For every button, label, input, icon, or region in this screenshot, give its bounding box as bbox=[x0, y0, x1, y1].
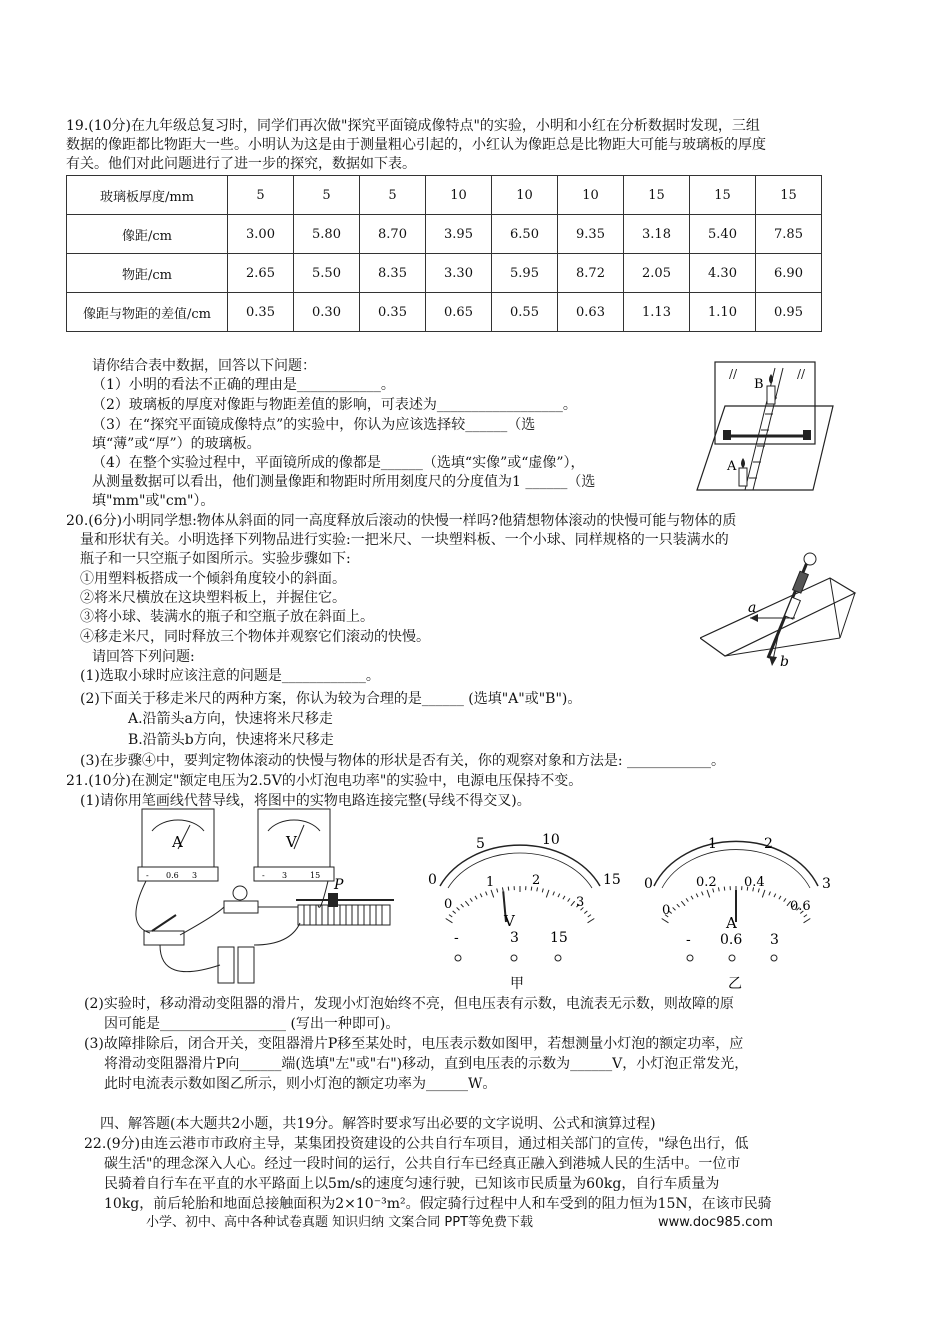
table-cell: 5.50 bbox=[294, 254, 360, 293]
q21-question-3: (3)故障排除后，闭合开关，变阻器滑片P移至某处时，电压表示数如图甲，若想测量小灯泡的额定功率，应 bbox=[84, 1036, 744, 1052]
dial-tick bbox=[686, 898, 688, 901]
jia-term-neg: - bbox=[454, 930, 459, 946]
dial-tick bbox=[681, 901, 685, 906]
dial-tick bbox=[779, 896, 781, 899]
table-cell: 5.80 bbox=[294, 215, 360, 254]
dial-tick bbox=[546, 890, 549, 898]
footer-text: 小学、初中、高中各种试卷真题 知识归纳 文案合同 PPT等免费下载 bbox=[146, 1215, 534, 1230]
q20-option-b: B.沿箭头b方向，快速将米尺移走 bbox=[128, 732, 334, 748]
table-row bbox=[67, 254, 822, 293]
ammeter-term-06: 0.6 bbox=[166, 871, 179, 880]
yi-outer-2: 2 bbox=[764, 836, 773, 852]
table-cell: 3.30 bbox=[426, 254, 492, 293]
dial-tick bbox=[449, 915, 452, 917]
dial-tick bbox=[480, 894, 482, 898]
table-cell: 0.63 bbox=[558, 293, 624, 332]
table-cell: 15 bbox=[624, 176, 690, 215]
table-cell: 5 bbox=[294, 176, 360, 215]
q19-question-3b: 填“薄”或“厚”）的玻璃板。 bbox=[92, 436, 261, 452]
table-cell: 0.30 bbox=[294, 293, 360, 332]
dial-tick bbox=[542, 889, 543, 893]
dial-tick bbox=[774, 894, 776, 898]
q22-line-1: 22.(9分)由连云港市市政府主导，某集团投资建设的公共自行车项目，通过相关部门的宣传，"绿色出行，低 bbox=[84, 1136, 749, 1152]
table-cell: 5 bbox=[228, 176, 294, 215]
q20-step-4: ④移走米尺，同时释放三个物体并观察它们滚动的快慢。 bbox=[80, 629, 430, 645]
row-header: 像距/cm bbox=[67, 215, 228, 254]
candle-b-label: B bbox=[754, 377, 764, 392]
row-header: 玻璃板厚度/mm bbox=[67, 176, 228, 215]
table-cell: 5.95 bbox=[492, 254, 558, 293]
table-cell: 1.13 bbox=[624, 293, 690, 332]
rheostat-p-label: P bbox=[334, 877, 344, 893]
table-cell: 3.18 bbox=[624, 215, 690, 254]
data-table bbox=[66, 175, 822, 332]
yi-outer-3: 3 bbox=[822, 876, 831, 892]
dial-tick bbox=[470, 898, 472, 901]
table-cell: 8.70 bbox=[360, 215, 426, 254]
table-cell: 1.10 bbox=[690, 293, 756, 332]
dial-tick bbox=[784, 898, 786, 901]
q20-line-2: 量和形状有关。小明选择下列物品进行实验:一把米尺、一块塑料板、一个小球、同样规格的一只装满水的 bbox=[80, 532, 729, 548]
dial-tick bbox=[475, 896, 477, 899]
jia-unit: V bbox=[504, 912, 515, 930]
q21-question-3b: 将滑动变阻器滑片P向______端(选填"左"或"右")移动，直到电压表的示数为______V，小灯泡正常发光， bbox=[104, 1056, 749, 1072]
arrow-a-label: a bbox=[748, 600, 757, 616]
svg-text://: // bbox=[797, 367, 806, 381]
yi-outer-0: 0 bbox=[644, 876, 653, 892]
q20-question-3: (3)在步骤④中，要判定物体滚动的快慢与物体的形状是否有关，你的观察对象和方法是: ____________。 bbox=[80, 753, 725, 769]
table-cell: 8.72 bbox=[558, 254, 624, 293]
jia-outer-15: 15 bbox=[603, 872, 621, 888]
dial-tick bbox=[502, 887, 503, 891]
jia-inner-1: 1 bbox=[486, 875, 495, 890]
table-cell: 2.65 bbox=[228, 254, 294, 293]
table-cell: 6.90 bbox=[756, 254, 822, 293]
table-cell: 15 bbox=[690, 176, 756, 215]
ammeter-term-neg: - bbox=[146, 871, 149, 880]
q20-step-3: ③将小球、装满水的瓶子和空瓶子放在斜面上。 bbox=[80, 609, 374, 625]
q19-question-4c: 填"mm"或"cm"）。 bbox=[92, 493, 215, 509]
row-header: 像距与物距的差值/cm bbox=[67, 293, 228, 332]
dial-tick bbox=[588, 915, 591, 917]
q19-question-3: （3）在“探究平面镜成像特点”的实验中，你认为应该选择较______（选 bbox=[92, 417, 536, 433]
q19-prompt: 请你结合表中数据，回答以下问题： bbox=[92, 358, 316, 374]
yi-term-neg: - bbox=[686, 932, 691, 948]
voltmeter-dial-jia bbox=[420, 828, 625, 993]
jia-term-15: 15 bbox=[550, 930, 568, 946]
full-bottle bbox=[793, 571, 809, 593]
yi-outer-1: 1 bbox=[708, 836, 717, 852]
circuit-figure bbox=[120, 805, 420, 990]
jia-outer-0: 0 bbox=[428, 872, 437, 888]
jia-inner-2: 2 bbox=[532, 873, 541, 888]
bulb bbox=[224, 886, 258, 913]
q19-question-4b: 从测量数据可以看出，他们测量像距和物距时所用刻度尺的分度值为1 ______（选 bbox=[92, 474, 596, 490]
table-row bbox=[67, 215, 822, 254]
q22-line-3: 民骑着自行车在平直的水平路面上以5m/s的速度匀速行驶，已知该市民质量为60kg，自行车质量为 bbox=[104, 1176, 720, 1192]
dial-tick bbox=[696, 894, 698, 898]
yi-inner-0: 0 bbox=[662, 903, 671, 918]
q20-step-2: ②将米尺横放在这块塑料板上，并握住它。 bbox=[80, 590, 346, 606]
dial-tick bbox=[553, 892, 555, 896]
table-cell: 6.50 bbox=[492, 215, 558, 254]
q19-question-1: （1）小明的看法不正确的理由是____________。 bbox=[92, 377, 395, 393]
dial-tick bbox=[702, 892, 704, 896]
table-cell: 0.95 bbox=[756, 293, 822, 332]
yi-label: 乙 bbox=[728, 976, 742, 992]
footer-url[interactable]: www.doc985.com bbox=[658, 1215, 773, 1230]
dial-tick bbox=[461, 904, 464, 907]
yi-term-06: 0.6 bbox=[720, 932, 743, 948]
q21-question-2b: 因可能是__________________ (写出一种即可)。 bbox=[104, 1016, 400, 1032]
q21-line-1: 21.(10分)在测定"额定电压为2.5V的小灯泡电功率"的实验中，电源电压保持不变。 bbox=[66, 773, 583, 789]
voltmeter-term-neg: - bbox=[262, 871, 265, 880]
q19-question-2: （2）玻璃板的厚度对像距与物距差值的影响，可表述为__________________。 bbox=[92, 397, 577, 413]
ball bbox=[804, 553, 816, 565]
table-cell: 9.35 bbox=[558, 215, 624, 254]
table-cell: 10 bbox=[558, 176, 624, 215]
q19-line-1: 19.(10分)在九年级总复习时，同学们再次做"探究平面镜成像特点"的实验，小明和小红在分析数据时发现，三组 bbox=[66, 118, 760, 134]
table-cell: 10 bbox=[492, 176, 558, 215]
dial-tick bbox=[491, 890, 494, 898]
q20-prompt: 请回答下列问题: bbox=[92, 649, 195, 665]
q20-line-3: 瓶子和一只空瓶子如图所示。实验步骤如下: bbox=[80, 551, 351, 567]
ammeter-dial-yi bbox=[640, 828, 845, 993]
q19-question-4: （4）在整个实验过程中，平面镜所成的像都是______（选填“实像”或“虚像”）， bbox=[92, 455, 585, 471]
jia-outer-5: 5 bbox=[476, 836, 485, 852]
svg-text://: // bbox=[729, 367, 738, 381]
voltmeter-label: V bbox=[286, 833, 297, 851]
dial-tick bbox=[508, 887, 509, 891]
ammeter-label: A bbox=[172, 833, 183, 851]
yi-term-3: 3 bbox=[770, 932, 779, 948]
section-4-title: 四、解答题(本大题共2小题，共19分。解答时要求写出必要的文字说明、公式和演算过程) bbox=[100, 1116, 656, 1132]
q20-option-a: A.沿箭头a方向，快速将米尺移走 bbox=[128, 711, 333, 727]
table-row bbox=[67, 176, 822, 215]
dial-tick bbox=[762, 890, 765, 898]
yi-inner-04: 0.4 bbox=[744, 875, 765, 890]
dial-tick bbox=[465, 901, 469, 906]
jia-inner-0: 0 bbox=[444, 897, 453, 912]
dial-tick bbox=[446, 918, 453, 922]
table-surface bbox=[697, 406, 833, 490]
q19-line-2: 数据的像距都比物距大一些。小明认为这是由于测量粗心引起的，小红认为像距总是比物距大可能与玻璃板的厚度 bbox=[66, 137, 766, 153]
q20-question-2: (2)下面关于移走米尺的两种方案，你认为较为合理的是______ (选填"A"或"B")。 bbox=[80, 691, 582, 707]
yi-inner-06: 0.6 bbox=[790, 899, 811, 914]
table-cell: 2.05 bbox=[624, 254, 690, 293]
dial-tick bbox=[707, 890, 710, 898]
q22-line-2: 碳生活"的理念深入人心。经过一段时间的运行，公共自行车已经真正融入到港城人民的生活中。一位市 bbox=[104, 1156, 741, 1172]
table-cell: 8.35 bbox=[360, 254, 426, 293]
candle-a-label: A bbox=[727, 459, 737, 474]
q21-question-1: (1)请你用笔画线代替导线，将图中的实物电路连接完整(导线不得交叉)。 bbox=[80, 793, 531, 809]
q21-question-2: (2)实验时，移动滑动变阻器的滑片，发现小灯泡始终不亮，但电压表有示数，电流表无示数，则故障的原 bbox=[84, 996, 734, 1012]
q21-question-3c: 此时电流表示数如图乙所示，则小灯泡的额定功率为______W。 bbox=[104, 1076, 497, 1092]
battery bbox=[218, 947, 254, 983]
dial-tick bbox=[558, 894, 560, 898]
table-cell: 3.95 bbox=[426, 215, 492, 254]
dial-tick bbox=[584, 911, 587, 914]
q20-question-1: (1)选取小球时应该注意的问题是____________。 bbox=[80, 668, 380, 684]
table-cell: 0.55 bbox=[492, 293, 558, 332]
dial-tick bbox=[588, 918, 595, 922]
arrow-b-label: b bbox=[780, 654, 789, 670]
dial-tick bbox=[568, 898, 570, 901]
ammeter-term-3: 3 bbox=[192, 871, 198, 880]
dial-tick bbox=[724, 887, 725, 891]
jia-outer-10: 10 bbox=[542, 832, 560, 848]
dial-tick bbox=[804, 915, 807, 917]
table-cell: 0.65 bbox=[426, 293, 492, 332]
yi-unit: A bbox=[726, 914, 737, 932]
voltmeter bbox=[254, 809, 334, 881]
dial-tick bbox=[662, 918, 669, 922]
dial-tick bbox=[563, 896, 565, 899]
yi-inner-02: 0.2 bbox=[696, 875, 717, 890]
row-header: 物距/cm bbox=[67, 254, 228, 293]
table-cell: 0.35 bbox=[228, 293, 294, 332]
q22-line-4: 10kg，前后轮胎和地面总接触面积为2×10⁻³m²。假定骑行过程中人和车受到的阻力恒为15N，在该市民骑 bbox=[104, 1196, 772, 1212]
jia-term-3: 3 bbox=[510, 930, 519, 946]
table-cell: 0.35 bbox=[360, 293, 426, 332]
q20-step-1: ①用塑料板搭成一个倾斜角度较小的斜面。 bbox=[80, 571, 346, 587]
table-cell: 15 bbox=[756, 176, 822, 215]
q19-line-3: 有关。他们对此问题进行了进一步的探究，数据如下表。 bbox=[66, 156, 416, 172]
voltmeter-term-15: 15 bbox=[310, 871, 321, 880]
dial-tick bbox=[677, 904, 680, 907]
table-cell: 3.00 bbox=[228, 215, 294, 254]
dial-tick bbox=[453, 911, 456, 914]
dial-tick bbox=[457, 907, 460, 910]
table-cell: 5.40 bbox=[690, 215, 756, 254]
dial-tick bbox=[486, 892, 488, 896]
switch bbox=[144, 915, 184, 945]
voltmeter-term-3: 3 bbox=[282, 871, 288, 880]
jia-inner-3: 3 bbox=[576, 895, 585, 910]
dial-tick bbox=[571, 901, 575, 906]
plane-mirror-figure bbox=[695, 358, 835, 498]
q20-line-1: 20.(6分)小明同学想:物体从斜面的同一高度释放后滚动的快慢一样吗?他猜想物体滚动的快慢可能与物体的质 bbox=[66, 513, 737, 529]
table-cell: 5 bbox=[360, 176, 426, 215]
dial-tick bbox=[804, 918, 811, 922]
dial-tick bbox=[673, 907, 676, 910]
table-row bbox=[67, 293, 822, 332]
table-cell: 10 bbox=[426, 176, 492, 215]
ammeter bbox=[138, 809, 218, 881]
dial-tick bbox=[769, 892, 771, 896]
table-cell: 7.85 bbox=[756, 215, 822, 254]
incline-figure bbox=[700, 538, 860, 673]
dial-tick bbox=[691, 896, 693, 899]
dial-tick bbox=[497, 889, 498, 893]
table-cell: 4.30 bbox=[690, 254, 756, 293]
dial-tick bbox=[718, 887, 719, 891]
jia-label: 甲 bbox=[510, 976, 524, 992]
rheostat bbox=[296, 877, 394, 925]
